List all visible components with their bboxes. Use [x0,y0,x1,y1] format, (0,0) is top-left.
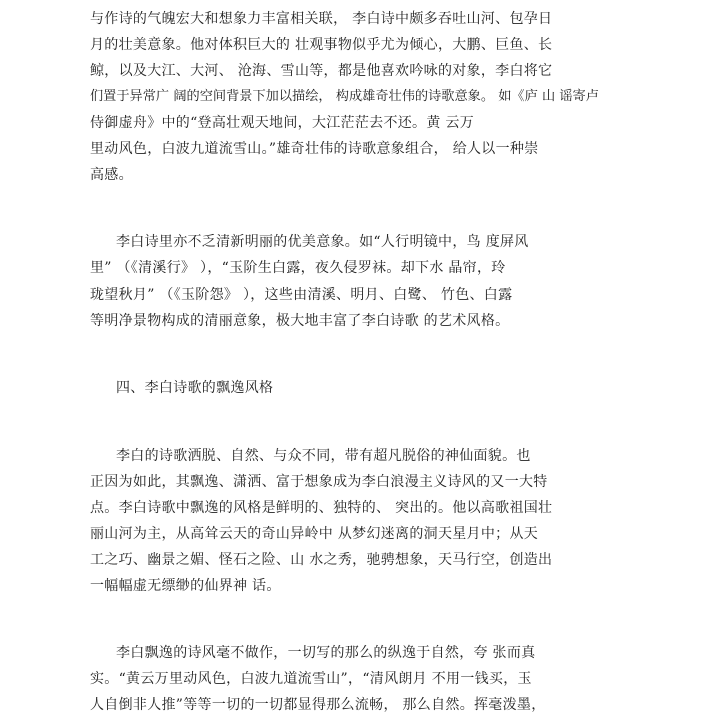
paragraph-1-line-5: 侍御虚舟》中的“登高壮观天地间，大江茫茫去不还。黄 云万 [90,115,475,131]
paragraph-2-line-4: 等明净景物构成的清丽意象，极大地丰富了李白诗歌 的艺术风格。 [90,313,510,329]
paragraph-2-line-2: 里” （《清溪行》 ），“玉阶生白露，夜久侵罗袜。却下水 晶帘，玲 [90,260,506,276]
paragraph-3-line-2: 正因为如此，其飘逸、潇洒、富于想象成为李白浪漫主义诗风的又一大特 [90,474,548,490]
paragraph-1-line-1: 与作诗的气魄宏大和想象力丰富相关联， 李白诗中颇多吞吐山河、包孕日 [90,11,553,27]
paragraph-3-line-6: 一幅幅虚无缥缈的仙界神 话。 [90,578,281,594]
paragraph-1-line-3: 鲸，以及大江、大河、 沧海、雪山等，都是他喜欢吟咏的对象，李白将它 [90,63,553,79]
paragraph-4-line-1: 李白飘逸的诗风毫不做作，一切写的那么的纵逸于自然，夸 张而真 [116,645,536,661]
paragraph-3-line-4: 丽山河为主，从高耸云天的奇山异岭中 从梦幻迷离的洞天星月中；从天 [90,526,539,542]
paragraph-4-line-2: 实。“黄云万里动风色，白波九道流雪山”，“清风朗月 不用一钱买，玉 [90,671,532,687]
paragraph-3-line-3: 点。李白诗歌中飘逸的风格是鲜明的、独特的、 突出的。他以高歌祖国壮 [90,500,553,516]
section-heading: 四、李白诗歌的飘逸风格 [116,380,274,396]
paragraph-1-line-4: 们置于异常广 阔的空间背景下加以描绘， 构成雄奇壮伟的诗歌意象。 如《庐 山 谣寄卢 [90,89,599,104]
paragraph-2-line-1: 李白诗里亦不乏清新明丽的优美意象。如“人行明镜中，鸟 度屏风 [116,234,529,250]
paragraph-3-line-1: 李白的诗歌洒脱、自然、与众不同，带有超凡脱俗的神仙面貌。也 [116,448,531,464]
paragraph-1-line-7: 高感。 [90,167,133,183]
paragraph-2-line-3: 珑望秋月” （《玉阶怨》 ），这些由清溪、明月、白鹭、 竹色、白露 [90,287,513,303]
paragraph-4-line-3: 人自倒非人推”等等一切的一切都显得那么流畅， 那么自然。挥毫泼墨， [90,697,546,713]
paragraph-1-line-2: 月的壮美意象。他对体积巨大的 壮观事物似乎尤为倾心，大鹏、巨鱼、长 [90,37,553,53]
paragraph-1-line-6: 里动风色，白波九道流雪山。”雄奇壮伟的诗歌意象组合， 给人以一种崇 [90,141,539,157]
paragraph-3-line-5: 工之巧、幽景之媚、怪石之险、山 水之秀，驰骋想象，天马行空，创造出 [90,552,553,568]
